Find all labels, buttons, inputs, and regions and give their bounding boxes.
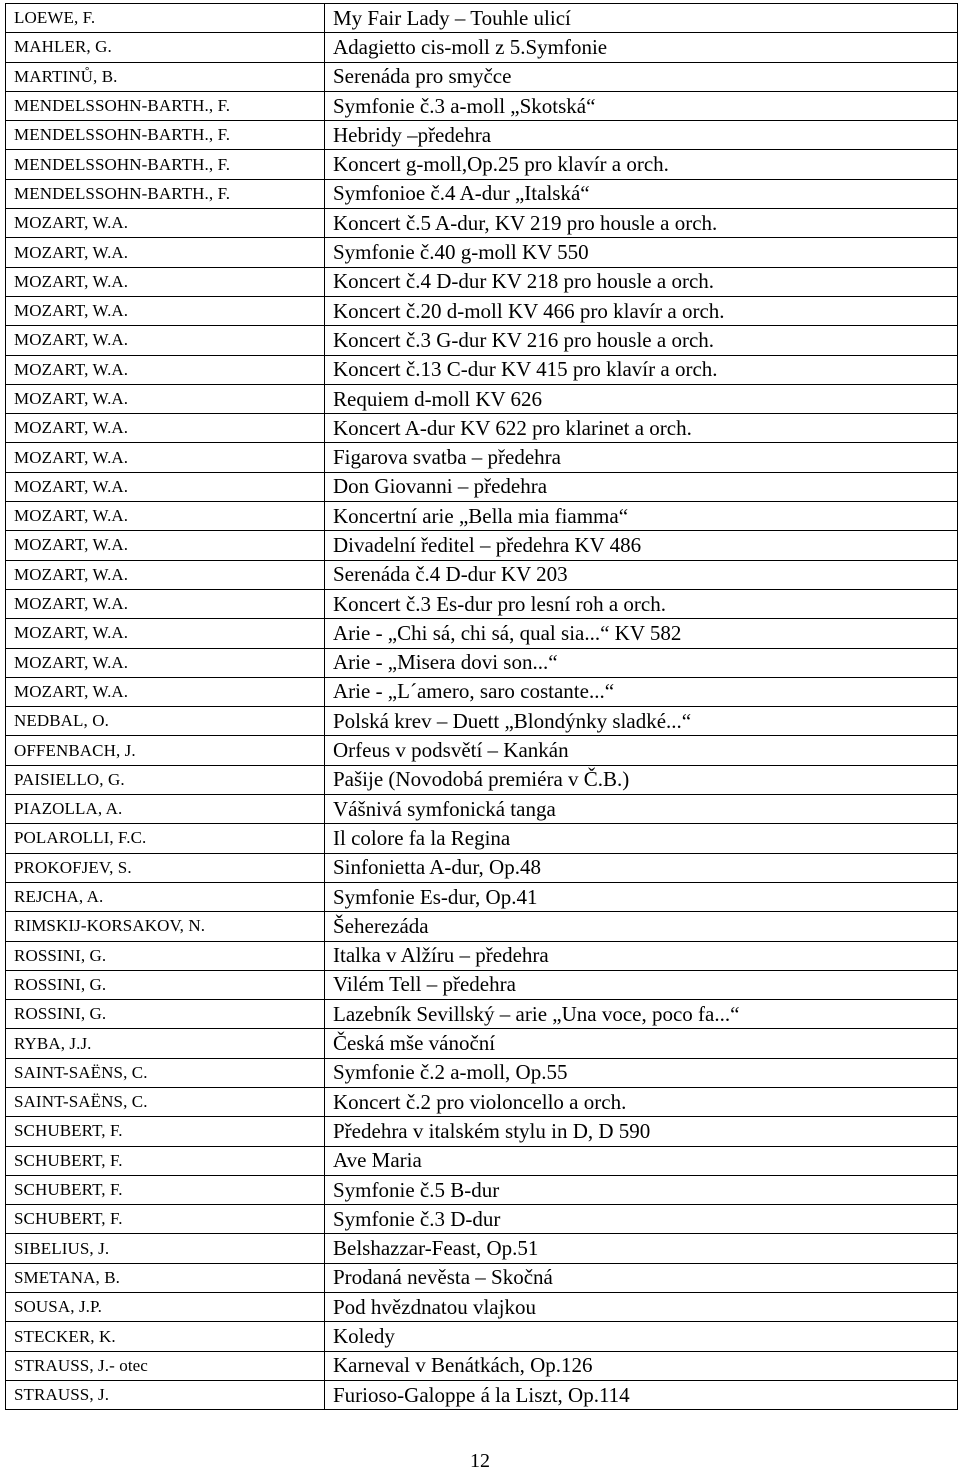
- table-row: [6, 589, 958, 618]
- composer-cell: MENDELSSOHN-BARTH., F.: [6, 179, 325, 208]
- table-row: [6, 970, 958, 999]
- work-cell: Šeherezáda: [325, 912, 958, 941]
- work-cell: Serenáda č.4 D-dur KV 203: [325, 560, 958, 589]
- repertoire-table: [5, 3, 958, 1410]
- composer-cell: POLAROLLI, F.C.: [6, 824, 325, 853]
- composer-cell: PAISIELLO, G.: [6, 765, 325, 794]
- composer-cell: SCHUBERT, F.: [6, 1146, 325, 1175]
- work-cell: Pašije (Novodobá premiéra v Č.B.): [325, 765, 958, 794]
- work-cell: Sinfonietta A-dur, Op.48: [325, 853, 958, 882]
- composer-cell: MOZART, W.A.: [6, 414, 325, 443]
- table-row: [6, 1087, 958, 1116]
- work-cell: Serenáda pro smyčce: [325, 62, 958, 91]
- table-row: [6, 62, 958, 91]
- table-row: [6, 121, 958, 150]
- composer-cell: PIAZOLLA, A.: [6, 795, 325, 824]
- table-row: [6, 531, 958, 560]
- work-cell: Belshazzar-Feast, Op.51: [325, 1234, 958, 1263]
- table-row: [6, 209, 958, 238]
- composer-cell: SAINT-SAËNS, C.: [6, 1087, 325, 1116]
- table-row: [6, 267, 958, 296]
- work-cell: Koncert g-moll,Op.25 pro klavír a orch.: [325, 150, 958, 179]
- composer-cell: LOEWE, F.: [6, 4, 325, 33]
- table-row: [6, 619, 958, 648]
- work-cell: Koncert č.3 G-dur KV 216 pro housle a orch.: [325, 326, 958, 355]
- composer-cell: MOZART, W.A.: [6, 472, 325, 501]
- table-row: [6, 179, 958, 208]
- composer-cell: SOUSA, J.P.: [6, 1293, 325, 1322]
- table-row: [6, 1351, 958, 1380]
- composer-cell: MOZART, W.A.: [6, 648, 325, 677]
- composer-cell: ROSSINI, G.: [6, 970, 325, 999]
- work-cell: Symfonie č.2 a-moll, Op.55: [325, 1058, 958, 1087]
- repertoire-table-body: [6, 4, 958, 1410]
- table-row: [6, 4, 958, 33]
- composer-cell: MOZART, W.A.: [6, 589, 325, 618]
- work-cell: Hebridy –předehra: [325, 121, 958, 150]
- work-cell: Koncert č.20 d-moll KV 466 pro klavír a orch.: [325, 296, 958, 325]
- table-row: [6, 355, 958, 384]
- composer-cell: REJCHA, A.: [6, 882, 325, 911]
- composer-cell: STRAUSS, J.- otec: [6, 1351, 325, 1380]
- composer-cell: SMETANA, B.: [6, 1263, 325, 1292]
- work-cell: My Fair Lady – Touhle ulicí: [325, 4, 958, 33]
- composer-cell: MOZART, W.A.: [6, 619, 325, 648]
- work-cell: Ave Maria: [325, 1146, 958, 1175]
- table-row: [6, 1029, 958, 1058]
- work-cell: Česká mše vánoční: [325, 1029, 958, 1058]
- composer-cell: RYBA, J.J.: [6, 1029, 325, 1058]
- table-row: [6, 1234, 958, 1263]
- table-row: [6, 824, 958, 853]
- work-cell: Koledy: [325, 1322, 958, 1351]
- work-cell: Lazebník Sevillský – arie „Una voce, poco fa...“: [325, 1000, 958, 1029]
- work-cell: Symfonioe č.4 A-dur „Italská“: [325, 179, 958, 208]
- table-row: [6, 91, 958, 120]
- composer-cell: STECKER, K.: [6, 1322, 325, 1351]
- composer-cell: MOZART, W.A.: [6, 531, 325, 560]
- composer-cell: SCHUBERT, F.: [6, 1205, 325, 1234]
- work-cell: Koncert č.2 pro violoncello a orch.: [325, 1087, 958, 1116]
- composer-cell: MOZART, W.A.: [6, 560, 325, 589]
- work-cell: Karneval v Benátkách, Op.126: [325, 1351, 958, 1380]
- table-row: [6, 472, 958, 501]
- table-row: [6, 1263, 958, 1292]
- work-cell: Symfonie č.3 D-dur: [325, 1205, 958, 1234]
- work-cell: Symfonie č.5 B-dur: [325, 1175, 958, 1204]
- composer-cell: MENDELSSOHN-BARTH., F.: [6, 91, 325, 120]
- composer-cell: PROKOFJEV, S.: [6, 853, 325, 882]
- composer-cell: SCHUBERT, F.: [6, 1117, 325, 1146]
- composer-cell: MOZART, W.A.: [6, 677, 325, 706]
- page-number: 12: [470, 1450, 490, 1472]
- table-row: [6, 443, 958, 472]
- work-cell: Figarova svatba – předehra: [325, 443, 958, 472]
- work-cell: Requiem d-moll KV 626: [325, 384, 958, 413]
- table-row: [6, 648, 958, 677]
- work-cell: Koncert č.13 C-dur KV 415 pro klavír a orch.: [325, 355, 958, 384]
- composer-cell: MOZART, W.A.: [6, 384, 325, 413]
- composer-cell: ROSSINI, G.: [6, 941, 325, 970]
- work-cell: Divadelní ředitel – předehra KV 486: [325, 531, 958, 560]
- composer-cell: MOZART, W.A.: [6, 355, 325, 384]
- work-cell: Symfonie č.3 a-moll „Skotská“: [325, 91, 958, 120]
- work-cell: Prodaná nevěsta – Skočná: [325, 1263, 958, 1292]
- work-cell: Furioso-Galoppe á la Liszt, Op.114: [325, 1380, 958, 1409]
- composer-cell: NEDBAL, O.: [6, 707, 325, 736]
- work-cell: Koncert č.3 Es-dur pro lesní roh a orch.: [325, 589, 958, 618]
- composer-cell: MARTINŮ, B.: [6, 62, 325, 91]
- work-cell: Předehra v italském stylu in D, D 590: [325, 1117, 958, 1146]
- work-cell: Don Giovanni – předehra: [325, 472, 958, 501]
- work-cell: Vášnivá symfonická tanga: [325, 795, 958, 824]
- composer-cell: SAINT-SAËNS, C.: [6, 1058, 325, 1087]
- table-row: [6, 1000, 958, 1029]
- work-cell: Koncertní arie „Bella mia fiamma“: [325, 502, 958, 531]
- composer-cell: MOZART, W.A.: [6, 267, 325, 296]
- work-cell: Adagietto cis-moll z 5.Symfonie: [325, 33, 958, 62]
- table-row: [6, 560, 958, 589]
- work-cell: Arie - „Misera dovi son...“: [325, 648, 958, 677]
- table-row: [6, 765, 958, 794]
- composer-cell: MAHLER, G.: [6, 33, 325, 62]
- table-row: [6, 677, 958, 706]
- composer-cell: MENDELSSOHN-BARTH., F.: [6, 121, 325, 150]
- work-cell: Koncert č.4 D-dur KV 218 pro housle a orch.: [325, 267, 958, 296]
- composer-cell: MOZART, W.A.: [6, 209, 325, 238]
- table-row: [6, 384, 958, 413]
- composer-cell: SCHUBERT, F.: [6, 1175, 325, 1204]
- work-cell: Symfonie č.40 g-moll KV 550: [325, 238, 958, 267]
- table-row: [6, 1293, 958, 1322]
- composer-cell: MOZART, W.A.: [6, 326, 325, 355]
- work-cell: Arie - „L´amero, saro costante...“: [325, 677, 958, 706]
- composer-cell: RIMSKIJ-KORSAKOV, N.: [6, 912, 325, 941]
- table-row: [6, 736, 958, 765]
- work-cell: Vilém Tell – předehra: [325, 970, 958, 999]
- work-cell: Koncert č.5 A-dur, KV 219 pro housle a orch.: [325, 209, 958, 238]
- table-row: [6, 326, 958, 355]
- work-cell: Orfeus v podsvětí – Kankán: [325, 736, 958, 765]
- table-row: [6, 1380, 958, 1409]
- table-row: [6, 1146, 958, 1175]
- table-row: [6, 941, 958, 970]
- table-row: [6, 795, 958, 824]
- composer-cell: MOZART, W.A.: [6, 238, 325, 267]
- table-row: [6, 296, 958, 325]
- work-cell: Polská krev – Duett „Blondýnky sladké...“: [325, 707, 958, 736]
- work-cell: Koncert A-dur KV 622 pro klarinet a orch.: [325, 414, 958, 443]
- work-cell: Arie - „Chi sá, chi sá, qual sia...“ KV 582: [325, 619, 958, 648]
- composer-cell: ROSSINI, G.: [6, 1000, 325, 1029]
- table-row: [6, 707, 958, 736]
- work-cell: Symfonie Es-dur, Op.41: [325, 882, 958, 911]
- work-cell: Pod hvězdnatou vlajkou: [325, 1293, 958, 1322]
- composer-cell: MENDELSSOHN-BARTH., F.: [6, 150, 325, 179]
- table-row: [6, 1117, 958, 1146]
- work-cell: Italka v Alžíru – předehra: [325, 941, 958, 970]
- table-row: [6, 502, 958, 531]
- table-row: [6, 1322, 958, 1351]
- table-row: [6, 1175, 958, 1204]
- work-cell: Il colore fa la Regina: [325, 824, 958, 853]
- composer-cell: MOZART, W.A.: [6, 296, 325, 325]
- composer-cell: STRAUSS, J.: [6, 1380, 325, 1409]
- composer-cell: SIBELIUS, J.: [6, 1234, 325, 1263]
- table-row: [6, 150, 958, 179]
- table-row: [6, 33, 958, 62]
- table-row: [6, 882, 958, 911]
- table-row: [6, 1058, 958, 1087]
- table-row: [6, 238, 958, 267]
- table-row: [6, 853, 958, 882]
- table-row: [6, 414, 958, 443]
- table-row: [6, 1205, 958, 1234]
- composer-cell: MOZART, W.A.: [6, 443, 325, 472]
- composer-cell: MOZART, W.A.: [6, 502, 325, 531]
- table-row: [6, 912, 958, 941]
- composer-cell: OFFENBACH, J.: [6, 736, 325, 765]
